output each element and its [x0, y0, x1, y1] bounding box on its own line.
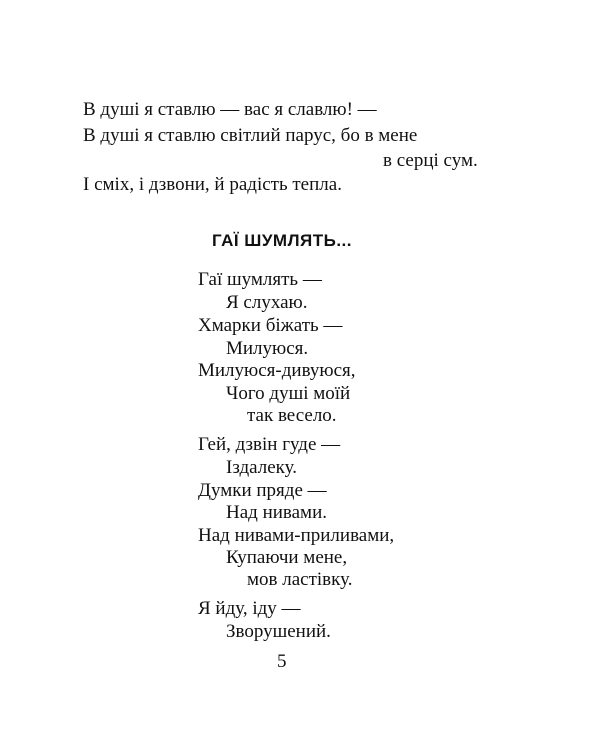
- poem-line: Думки пряде —: [198, 480, 327, 501]
- poem-line: мов ластівку.: [247, 569, 353, 590]
- poem-line: Чого душі моїй: [226, 383, 351, 404]
- poem-line: Купаючи мене,: [226, 547, 348, 568]
- page-number: 5: [277, 651, 287, 672]
- poem-line: Гей, дзвін гуде —: [198, 434, 341, 455]
- poem-line: Милуюся-дивуюся,: [198, 360, 356, 381]
- poem-line: Над нивами-приливами,: [198, 525, 395, 546]
- poem-line: Я слухаю.: [226, 292, 308, 313]
- poem-line: Милуюся.: [226, 338, 309, 359]
- poem-line: Над нивами.: [226, 502, 328, 523]
- poem-title: ГАЇ ШУМЛЯТЬ...: [212, 231, 352, 250]
- poem-line: Хмарки біжать —: [198, 315, 343, 336]
- poem-line: І сміх, і дзвони, й радість тепла.: [83, 174, 342, 195]
- poem-line: в серці сум.: [383, 150, 478, 171]
- poem-line: В душі я ставлю — вас я славлю! —: [83, 99, 377, 120]
- poem-line: Я йду, іду —: [198, 598, 301, 619]
- poem-line: В душі я ставлю світлий парус, бо в мене: [83, 125, 418, 146]
- poem-line: Іздалеку.: [226, 457, 297, 478]
- poem-line: Гаї шумлять —: [198, 269, 322, 290]
- poem-line: так весело.: [247, 405, 337, 426]
- poem-line: Зворушений.: [226, 621, 331, 642]
